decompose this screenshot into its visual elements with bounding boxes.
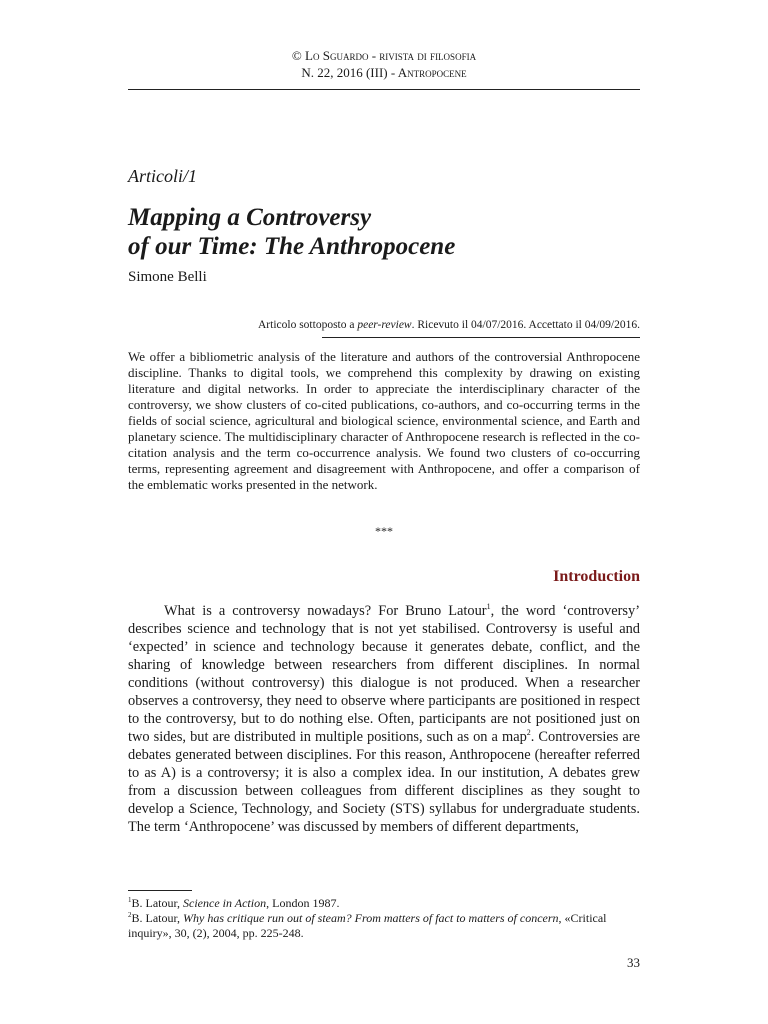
abstract: We offer a bibliometric analysis of the literature and authors of the controversial Anthropocene discipline. Thanks to digital tools, we comprehend this complexity by drawing on existing literature and digital networks. In order to appreciate the interdisciplinary character of the controversy, we show clusters of co-cited publications, co-authors, and co-occurring terms in the fields of social science, agricultural and biological science, environmental science, and Earth and planetary science. The multidisciplinary character of Anthropocene research is reflected in the co-citation analysis and the term co-occurrence analysis. We found two clusters of co-occurring terms, representing agreement and disagreement with Anthropocene, and offer a comparison of the emblematic works presented in the network.: [128, 349, 640, 492]
footnote-mark: 1: [128, 896, 132, 904]
title-line-2: of our Time: The Anthropocene: [128, 233, 456, 260]
review-note: [128, 319, 640, 331]
author-name: Simone Belli: [128, 269, 207, 285]
footnote-text: , «Critical inquiry», 30, (2), 2004, pp. 225-248.: [128, 911, 607, 940]
journal-name: © Lo Sguardo - rivista di filosofia: [291, 48, 477, 63]
review-note-emphasis: peer-review: [357, 319, 412, 331]
title-line-1: Mapping a Controversy: [128, 204, 372, 231]
review-rule: [322, 337, 640, 338]
header-rule: [128, 89, 640, 90]
introduction-paragraph: [128, 602, 640, 836]
footnote-1: [128, 896, 640, 911]
footnote-article-title: Why has critique run out of steam? From matters of fact to matters of concern: [183, 911, 559, 925]
footnote-mark: 2: [128, 911, 132, 919]
intro-text-3: . Controversies are debates generated between disciplines. For this reason, Anthropocene (hereafter referred to as A) is a controversy; it is also a complex idea. In our institution, A debates grew from a discussion between colleagues from different disciplines as they sought to develop a Science, Technology, and Society (STS) syllabus for undergraduate students. The term ‘Anthropocene’ was discussed by members of different departments,: [128, 729, 640, 835]
article-title: [128, 203, 455, 261]
footnote-ref-1[interactable]: 1: [486, 602, 491, 612]
footnote-text: B. Latour,: [131, 911, 184, 925]
review-note-suffix: . Ricevuto il 04/07/2016. Accettato il 04/09/2016.: [411, 319, 640, 331]
footnote-2: [128, 911, 640, 941]
journal-header: [128, 47, 640, 81]
footnote-text: B. Latour,: [131, 896, 184, 910]
footnote-text: , London 1987.: [266, 896, 340, 910]
issue-info: N. 22, 2016 (III) - Antropocene: [301, 65, 467, 80]
footnotes: [128, 896, 640, 941]
review-note-prefix: Articolo sottoposto a: [258, 319, 358, 331]
introduction-heading: Introduction: [553, 568, 640, 585]
footnote-book-title: Science in Action: [183, 896, 267, 910]
section-label: Articoli/1: [128, 166, 197, 186]
page-number: 33: [627, 955, 640, 970]
footnote-rule: [128, 890, 192, 891]
intro-text-1: What is a controversy nowadays? For Bruno Latour: [164, 603, 487, 619]
section-separator: ***: [375, 524, 393, 538]
intro-text-2: , the word ‘controversy’ describes science and technology that is not yet stabilised. Controversy is useful and ‘expected’ in science and technology because it generates debate, conflict, and the sharing of knowledge between researchers from different disciplines. In normal conditions (without controversy) this dialogue is not produced. When a researcher observes a controversy, they need to observe where participants are positioned in respect to the controversy, but to do nothing else. Often, participants are not positioned just on two sides, but are distributed in multiple positions, such as on a map: [128, 603, 640, 745]
footnote-ref-2[interactable]: 2: [526, 728, 531, 738]
